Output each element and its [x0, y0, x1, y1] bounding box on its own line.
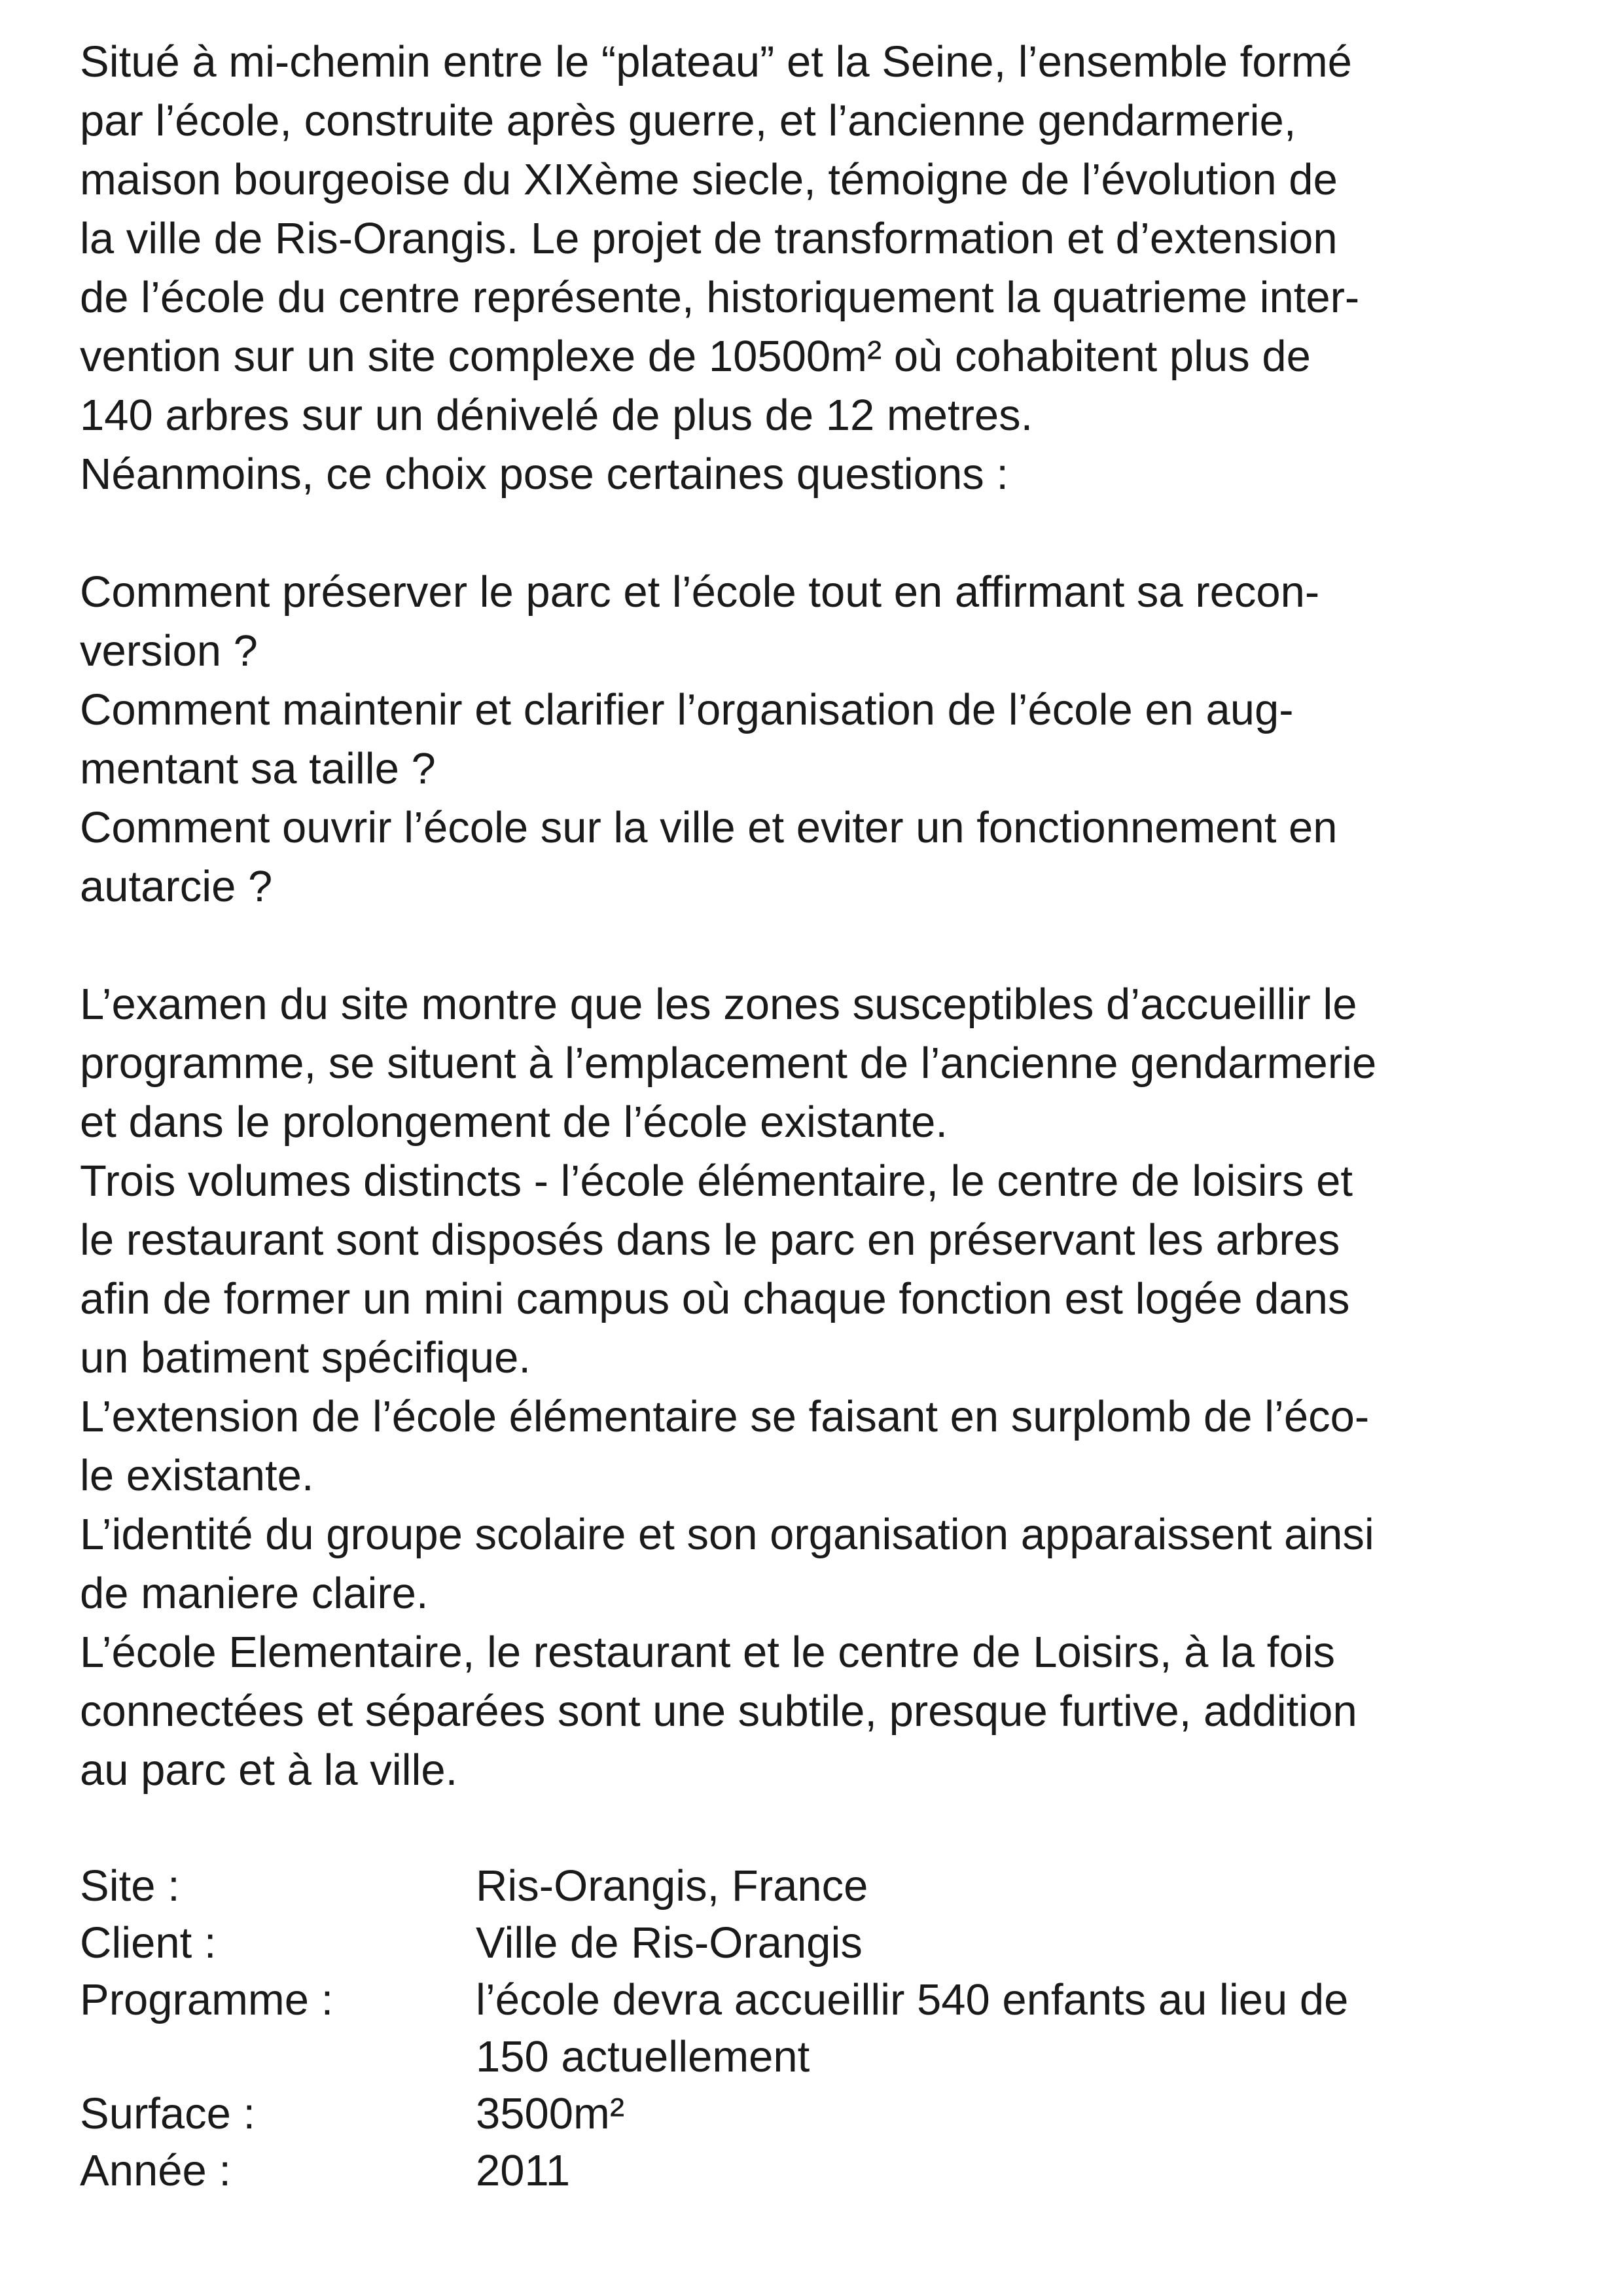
text-line: et dans le prolongement de l’école existante. [80, 1098, 948, 1147]
text-line: vention sur un site complexe de 10500m² où cohabitent plus de [80, 332, 1311, 381]
text-line: L’identité du groupe scolaire et son organisation apparaissent ainsi [80, 1510, 1374, 1559]
text-line: mentant sa taille ? [80, 744, 436, 793]
text-line: autarcie ? [80, 862, 273, 911]
text-line: L’école Elementaire, le restaurant et le centre de Loisirs, à la fois [80, 1628, 1335, 1677]
text-line: L’examen du site montre que les zones susceptibles d’accueillir le [80, 980, 1357, 1029]
text-line: afin de former un mini campus où chaque fonction est logée dans [80, 1274, 1350, 1323]
analysis-paragraph [80, 975, 1559, 1800]
text-line: au parc et à la ville. [80, 1746, 458, 1795]
text-line: programme, se situent à l’emplacement de l’ancienne gendarmerie [80, 1039, 1377, 1088]
surface-value: 3500m² [476, 2089, 625, 2138]
programme-value-line: l’école devra accueillir 540 enfants au lieu de [476, 1975, 1349, 2024]
questions-paragraph [80, 563, 1559, 916]
text-line: de l’école du centre représente, historiquement la quatrieme inter- [80, 273, 1360, 322]
text-line: la ville de Ris-Orangis. Le projet de transformation et d’extension [80, 214, 1338, 263]
paragraph-spacer [80, 504, 1559, 563]
annee-value: 2011 [476, 2146, 571, 2195]
text-line: Trois volumes distincts - l’école élémentaire, le centre de loisirs et [80, 1157, 1353, 1206]
text-line: maison bourgeoise du XIXème siecle, témoigne de l’évolution de [80, 155, 1338, 204]
project-info-table [80, 1857, 1559, 2199]
text-line: le existante. [80, 1451, 314, 1500]
text-line: connectées et séparées sont une subtile, presque furtive, addition [80, 1687, 1357, 1736]
site-value: Ris-Orangis, France [476, 1861, 868, 1910]
info-row-site [80, 1857, 1559, 1914]
programme-value [476, 1971, 1559, 2085]
programme-label: Programme : [80, 1975, 334, 2024]
client-label: Client : [80, 1918, 217, 1967]
intro-paragraph [80, 33, 1559, 504]
text-line: Néanmoins, ce choix pose certaines questions : [80, 450, 1008, 499]
text-line: Comment ouvrir l’école sur la ville et eviter un fonctionnement en [80, 803, 1338, 852]
text-line: par l’école, construite après guerre, et l’ancienne gendarmerie, [80, 96, 1296, 145]
text-line: Situé à mi-chemin entre le “plateau” et la Seine, l’ensemble formé [80, 37, 1352, 86]
text-line: version ? [80, 626, 258, 675]
info-row-surface [80, 2085, 1559, 2142]
client-value: Ville de Ris-Orangis [476, 1918, 863, 1967]
surface-label: Surface : [80, 2089, 256, 2138]
body-text [80, 33, 1559, 1800]
annee-label: Année : [80, 2146, 231, 2195]
text-line: 140 arbres sur un dénivelé de plus de 12 metres. [80, 391, 1033, 440]
info-row-annee [80, 2142, 1559, 2199]
programme-value-line: 150 actuellement [476, 2032, 810, 2081]
text-line: un batiment spécifique. [80, 1333, 531, 1382]
text-line: Comment préserver le parc et l’école tout en affirmant sa recon- [80, 567, 1320, 617]
site-label: Site : [80, 1861, 180, 1910]
info-row-client [80, 1914, 1559, 1971]
text-line: le restaurant sont disposés dans le parc en préservant les arbres [80, 1215, 1340, 1265]
text-line: L’extension de l’école élémentaire se faisant en surplomb de l’éco- [80, 1392, 1370, 1441]
info-row-programme [80, 1971, 1559, 2085]
text-line: Comment maintenir et clarifier l’organisation de l’école en aug- [80, 685, 1294, 734]
text-line: de maniere claire. [80, 1569, 429, 1618]
paragraph-spacer [80, 916, 1559, 975]
